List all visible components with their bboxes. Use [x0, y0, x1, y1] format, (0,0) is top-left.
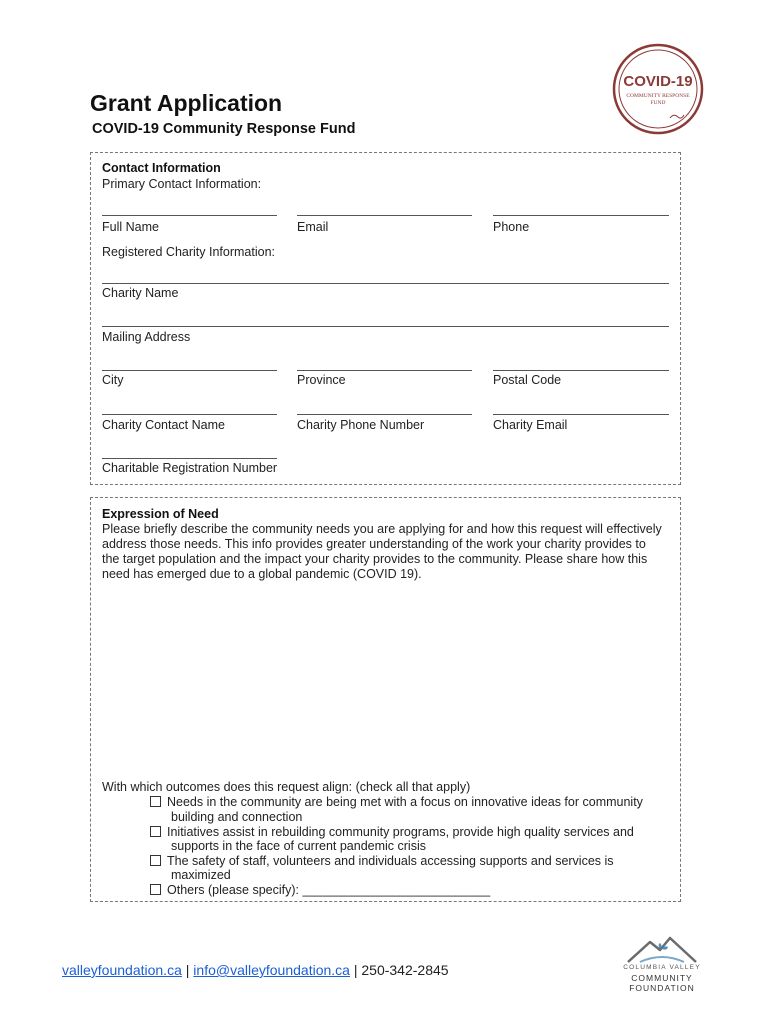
outcome-option-2-cont: supports in the face of current pandemic crisis — [171, 839, 426, 853]
outcomes-prompt: With which outcomes does this request align: (check all that apply) — [102, 780, 471, 794]
logo-text-line-2: COMMUNITY FOUNDATION — [629, 973, 695, 993]
primary-contact-label: Primary Contact Information: — [102, 177, 262, 191]
charity-email-field[interactable] — [493, 414, 669, 415]
mailing-address-field[interactable] — [102, 326, 669, 327]
outcome-option-2-text: Initiatives assist in rebuilding community programs, provide high quality services and — [167, 825, 634, 839]
footer-separator: | — [181, 962, 194, 978]
charity-contact-name-label: Charity Contact Name — [102, 418, 225, 432]
email-label: Email — [297, 220, 329, 234]
email-field[interactable] — [297, 215, 472, 216]
outcome-option-4-text: Others (please specify): ___________________________ — [167, 883, 491, 897]
need-description-line-2: address those needs. This info provides greater understanding of the work your charity provides to — [102, 537, 646, 551]
email-link[interactable]: info@valleyfoundation.ca — [193, 962, 350, 978]
outcome-option-3-cont: maximized — [171, 868, 231, 882]
outcome-checkbox-1[interactable] — [150, 796, 161, 807]
full-name-field[interactable] — [102, 215, 277, 216]
charity-name-label: Charity Name — [102, 286, 179, 300]
postal-code-field[interactable] — [493, 370, 669, 371]
footer-contact — [62, 962, 449, 978]
mailing-address-label: Mailing Address — [102, 330, 191, 344]
need-description-line-3: the target population and the impact your charity provides to the community. Please share how this — [102, 552, 648, 566]
phone-field[interactable] — [493, 215, 669, 216]
footer-separator: | — [349, 962, 362, 978]
covid-fund-seal-logo — [612, 43, 704, 135]
registration-number-label: Charitable Registration Number — [102, 461, 278, 475]
province-label: Province — [297, 373, 346, 387]
phone-label: Phone — [493, 220, 530, 234]
need-response-area[interactable] — [100, 590, 672, 770]
charity-name-field[interactable] — [102, 283, 669, 284]
outcome-option-3 — [150, 854, 614, 869]
need-description-line-4: need has emerged due to a global pandemic (COVID 19). — [102, 567, 422, 581]
postal-code-label: Postal Code — [493, 373, 562, 387]
charity-contact-name-field[interactable] — [102, 414, 277, 415]
charity-phone-label: Charity Phone Number — [297, 418, 425, 432]
svg-text:COMMUNITY RESPONSE: COMMUNITY RESPONSE — [626, 93, 690, 99]
phone-number: 250-342-2845 — [361, 962, 449, 978]
outcome-option-1 — [150, 795, 643, 810]
website-link[interactable]: valleyfoundation.ca — [62, 962, 182, 978]
registration-number-field[interactable] — [102, 458, 277, 459]
province-field[interactable] — [297, 370, 472, 371]
svg-text:FUND: FUND — [650, 100, 666, 106]
outcome-option-1-cont: building and connection — [171, 810, 303, 824]
outcome-option-3-text: The safety of staff, volunteers and individuals accessing supports and services is — [167, 854, 614, 868]
registered-charity-label: Registered Charity Information: — [102, 245, 275, 259]
outcome-checkbox-4[interactable] — [150, 884, 161, 895]
city-field[interactable] — [102, 370, 277, 371]
page-subtitle: COVID-19 Community Response Fund — [92, 121, 356, 137]
page-title: Grant Application — [90, 90, 283, 116]
city-label: City — [102, 373, 124, 387]
outcome-option-1-text: Needs in the community are being met with a focus on innovative ideas for community — [167, 795, 643, 809]
contact-heading: Contact Information — [102, 161, 221, 175]
charity-email-label: Charity Email — [493, 418, 568, 432]
need-description-line-1: Please briefly describe the community needs you are applying for and how this request will effectively — [102, 522, 662, 536]
charity-phone-field[interactable] — [297, 414, 472, 415]
full-name-label: Full Name — [102, 220, 159, 234]
svg-text:COVID-19: COVID-19 — [623, 73, 693, 90]
logo-text-line-1: COLUMBIA VALLEY — [623, 964, 701, 971]
outcome-checkbox-2[interactable] — [150, 826, 161, 837]
need-heading: Expression of Need — [102, 507, 219, 521]
outcome-option-4 — [150, 883, 490, 898]
outcome-option-2 — [150, 825, 634, 840]
contact-information-section — [90, 152, 681, 485]
outcome-checkbox-3[interactable] — [150, 855, 161, 866]
